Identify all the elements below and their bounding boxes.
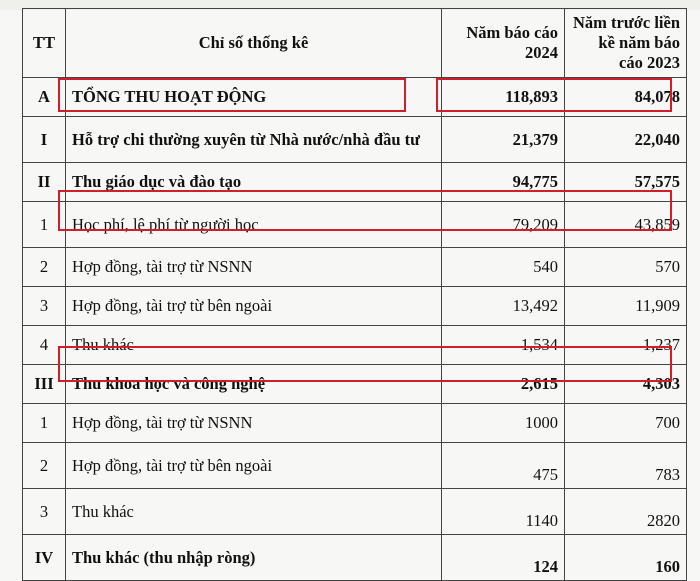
table-row <box>23 117 687 163</box>
row-value-2024: 540 <box>442 248 565 287</box>
row-value-2023: 22,040 <box>565 117 687 163</box>
row-value-2024: 79,209 <box>442 202 565 248</box>
row-name: Thu khác (thu nhập ròng) <box>66 535 442 581</box>
header-year-report: Năm báo cáo 2024 <box>442 9 565 78</box>
row-value-2024: 475 <box>442 443 565 489</box>
row-tt: 3 <box>23 287 66 326</box>
row-tt: 2 <box>23 248 66 287</box>
row-tt: I <box>23 117 66 163</box>
row-value-2024: 21,379 <box>442 117 565 163</box>
table-row <box>23 535 687 581</box>
row-tt: 4 <box>23 326 66 365</box>
row-name: Thu giáo dục và đào tạo <box>66 163 442 202</box>
row-value-2023: 11,909 <box>565 287 687 326</box>
header-indicator: Chỉ số thống kê <box>66 9 442 78</box>
table-row <box>23 326 687 365</box>
row-tt: A <box>23 78 66 117</box>
statistics-table <box>22 8 687 581</box>
table-row <box>23 365 687 404</box>
row-value-2023: 2820 <box>565 489 687 535</box>
row-name: Học phí, lệ phí từ người học <box>66 202 442 248</box>
row-tt: III <box>23 365 66 404</box>
table-header-row <box>23 9 687 78</box>
row-value-2024: 124 <box>442 535 565 581</box>
row-value-2024: 94,775 <box>442 163 565 202</box>
row-name: Hợp đồng, tài trợ từ bên ngoài <box>66 443 442 489</box>
row-value-2024: 1000 <box>442 404 565 443</box>
row-value-2024: 118,893 <box>442 78 565 117</box>
table-row <box>23 489 687 535</box>
row-name: TỔNG THU HOẠT ĐỘNG <box>66 78 442 117</box>
row-value-2024: 1140 <box>442 489 565 535</box>
row-name: Hợp đồng, tài trợ từ NSNN <box>66 404 442 443</box>
row-tt: 1 <box>23 202 66 248</box>
row-value-2023: 43,859 <box>565 202 687 248</box>
row-value-2023: 783 <box>565 443 687 489</box>
header-year-prev: Năm trước liền kề năm báo cáo 2023 <box>565 9 687 78</box>
row-name: Thu khác <box>66 326 442 365</box>
table-row <box>23 404 687 443</box>
row-tt: II <box>23 163 66 202</box>
row-tt: 1 <box>23 404 66 443</box>
row-name: Hợp đồng, tài trợ từ NSNN <box>66 248 442 287</box>
row-tt: 2 <box>23 443 66 489</box>
row-value-2024: 13,492 <box>442 287 565 326</box>
row-tt: 3 <box>23 489 66 535</box>
table-row <box>23 163 687 202</box>
table-row <box>23 443 687 489</box>
table-row <box>23 78 687 117</box>
header-tt: TT <box>23 9 66 78</box>
row-value-2024: 2,615 <box>442 365 565 404</box>
row-name: Hợp đồng, tài trợ từ bên ngoài <box>66 287 442 326</box>
row-tt: IV <box>23 535 66 581</box>
row-value-2023: 1,237 <box>565 326 687 365</box>
row-value-2023: 4,303 <box>565 365 687 404</box>
row-value-2023: 57,575 <box>565 163 687 202</box>
row-value-2023: 160 <box>565 535 687 581</box>
row-value-2023: 700 <box>565 404 687 443</box>
row-value-2023: 570 <box>565 248 687 287</box>
row-name: Thu khác <box>66 489 442 535</box>
row-name: Thu khoa học và công nghệ <box>66 365 442 404</box>
table-row <box>23 287 687 326</box>
row-value-2024: 1,534 <box>442 326 565 365</box>
table-row <box>23 202 687 248</box>
row-name: Hỗ trợ chi thường xuyên từ Nhà nước/nhà đầu tư <box>66 117 442 163</box>
row-value-2023: 84,078 <box>565 78 687 117</box>
table-row <box>23 248 687 287</box>
